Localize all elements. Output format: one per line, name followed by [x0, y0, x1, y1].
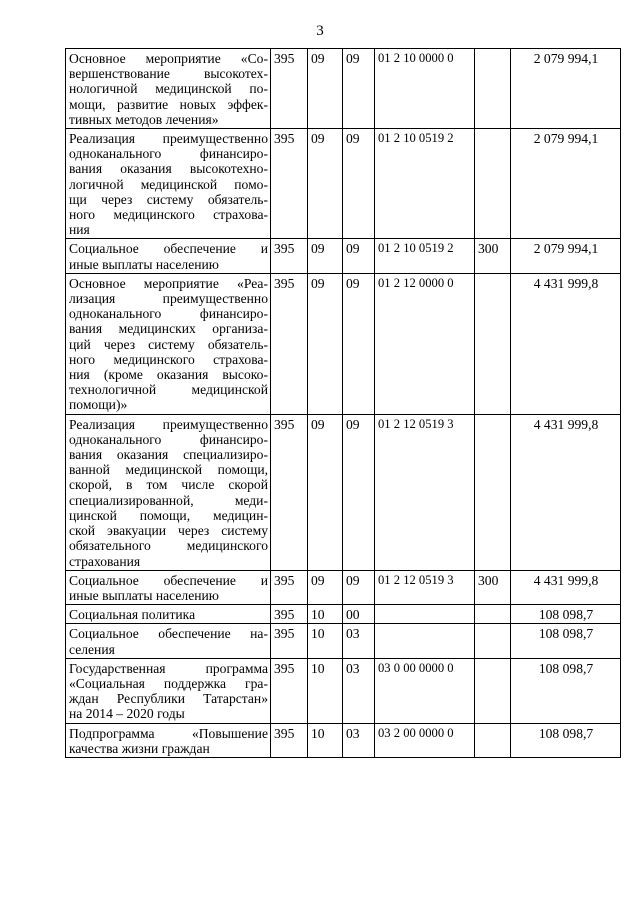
expense-type-code-cell: [475, 49, 511, 129]
item-name-line: Государственная программа: [69, 660, 268, 676]
item-name-line: иные выплаты населению: [69, 256, 219, 272]
item-name-line: одноканального финансиро-: [69, 146, 268, 162]
subsection-code-cell: 09: [343, 129, 375, 239]
budget-table: [65, 48, 621, 758]
target-article-code-cell: 01 2 12 0000 0: [375, 273, 475, 414]
subsection-code-cell: 09: [343, 414, 375, 570]
item-name-line: тивных методов лечения»: [69, 111, 219, 127]
table-row: [66, 658, 621, 723]
section-code-cell: 09: [308, 49, 343, 129]
amount-cell: 4 431 999,8: [511, 570, 621, 604]
subsection-code-cell: 09: [343, 239, 375, 273]
expense-type-code-cell: 300: [475, 570, 511, 604]
item-name-line: ния: [69, 222, 90, 238]
target-article-code-cell: 01 2 10 0519 2: [375, 129, 475, 239]
section-code-cell: 10: [308, 658, 343, 723]
table-row: [66, 273, 621, 414]
table-row: [66, 605, 621, 624]
subsection-code-cell: 09: [343, 273, 375, 414]
item-name-line: логичной медицинской помо-: [69, 176, 268, 192]
item-name-line: страхования: [69, 553, 141, 569]
page-number: 3: [316, 23, 324, 39]
department-code-cell: 395: [271, 49, 308, 129]
amount-cell: 4 431 999,8: [511, 414, 621, 570]
item-name-line: вания оказания высокотехно-: [69, 161, 268, 177]
item-name-line: иные выплаты населению: [69, 587, 219, 603]
item-name-line: специализированной, меди-: [69, 492, 268, 508]
table-row: [66, 49, 621, 129]
item-name-line: ской эвакуации через систему: [69, 523, 268, 539]
amount-cell: 108 098,7: [511, 624, 621, 658]
target-article-code-cell: [375, 624, 475, 658]
item-name-line: ного медицинского страхова-: [69, 351, 268, 367]
item-name-cell: [66, 129, 271, 239]
expense-type-code-cell: [475, 273, 511, 414]
department-code-cell: 395: [271, 605, 308, 624]
item-name-line: вершенствование высокотех-: [69, 66, 268, 82]
item-name-line: нологичной медицинской по-: [69, 81, 268, 97]
budget-table-body: [66, 49, 621, 758]
expense-type-code-cell: [475, 624, 511, 658]
amount-cell: 108 098,7: [511, 658, 621, 723]
section-code-cell: 09: [308, 414, 343, 570]
item-name-line: лизация преимущественно: [69, 291, 268, 307]
item-name-cell: [66, 658, 271, 723]
subsection-code-cell: 03: [343, 624, 375, 658]
subsection-code-cell: 00: [343, 605, 375, 624]
item-name-line: Социальное обеспечение на-: [69, 626, 268, 642]
table-row: [66, 414, 621, 570]
item-name-line: на 2014 – 2020 годы: [69, 706, 185, 722]
amount-cell: 2 079 994,1: [511, 239, 621, 273]
section-code-cell: 09: [308, 239, 343, 273]
item-name-line: одноканального финансиро-: [69, 431, 268, 447]
department-code-cell: 395: [271, 273, 308, 414]
item-name-line: Основное мероприятие «Со-: [69, 51, 268, 66]
item-name-line: Социальное обеспечение и: [69, 241, 268, 257]
item-name-line: ного медицинского страхова-: [69, 207, 268, 223]
item-name-line: мощи, развитие новых эффек-: [69, 96, 268, 112]
expense-type-code-cell: 300: [475, 239, 511, 273]
item-name-cell: [66, 273, 271, 414]
subsection-code-cell: 03: [343, 658, 375, 723]
item-name-line: Подпрограмма «Повышение: [69, 725, 268, 741]
item-name-cell: [66, 624, 271, 658]
expense-type-code-cell: [475, 658, 511, 723]
section-code-cell: 10: [308, 723, 343, 757]
expense-type-code-cell: [475, 723, 511, 757]
expense-type-code-cell: [475, 414, 511, 570]
amount-cell: 108 098,7: [511, 723, 621, 757]
target-article-code-cell: 01 2 12 0519 3: [375, 570, 475, 604]
department-code-cell: 395: [271, 624, 308, 658]
amount-cell: 4 431 999,8: [511, 273, 621, 414]
table-row: [66, 624, 621, 658]
section-code-cell: 10: [308, 605, 343, 624]
department-code-cell: 395: [271, 658, 308, 723]
target-article-code-cell: 01 2 10 0519 2: [375, 239, 475, 273]
expense-type-code-cell: [475, 605, 511, 624]
subsection-code-cell: 09: [343, 49, 375, 129]
item-name-line: ванной медицинской помощи,: [69, 462, 268, 478]
item-name-line: Реализация преимущественно: [69, 131, 268, 147]
item-name-line: ния (кроме оказания высоко-: [69, 367, 268, 383]
item-name-line: Реализация преимущественно: [69, 416, 268, 432]
item-name-line: ждан Республики Татарстан»: [69, 691, 268, 707]
table-row: [66, 723, 621, 757]
item-name-line: Основное мероприятие «Реа-: [69, 275, 268, 291]
item-name-line: одноканального финансиро-: [69, 306, 268, 322]
item-name-line: Социальное обеспечение и: [69, 572, 268, 588]
target-article-code-cell: 01 2 12 0519 3: [375, 414, 475, 570]
item-name-cell: [66, 49, 271, 129]
item-name-line: качества жизни граждан: [69, 740, 210, 756]
amount-cell: 108 098,7: [511, 605, 621, 624]
item-name-line: селения: [69, 641, 115, 657]
item-name-line: скорой, в том числе скорой: [69, 477, 268, 493]
department-code-cell: 395: [271, 723, 308, 757]
item-name-line: технологичной медицинской: [69, 382, 268, 398]
subsection-code-cell: 03: [343, 723, 375, 757]
section-code-cell: 10: [308, 624, 343, 658]
target-article-code-cell: [375, 605, 475, 624]
table-row: [66, 129, 621, 239]
target-article-code-cell: 03 0 00 0000 0: [375, 658, 475, 723]
table-row: [66, 570, 621, 604]
item-name-line: цинской помощи, медицин-: [69, 507, 268, 523]
item-name-cell: [66, 570, 271, 604]
amount-cell: 2 079 994,1: [511, 49, 621, 129]
item-name-line: обязательного медицинского: [69, 538, 268, 554]
item-name-cell: [66, 239, 271, 273]
section-code-cell: 09: [308, 129, 343, 239]
target-article-code-cell: 01 2 10 0000 0: [375, 49, 475, 129]
amount-cell: 2 079 994,1: [511, 129, 621, 239]
table-row: [66, 239, 621, 273]
item-name-cell: [66, 723, 271, 757]
item-name-line: щи через систему обязатель-: [69, 191, 268, 207]
target-article-code-cell: 03 2 00 0000 0: [375, 723, 475, 757]
department-code-cell: 395: [271, 570, 308, 604]
section-code-cell: 09: [308, 570, 343, 604]
item-name-line: вания оказания специализиро-: [69, 447, 268, 463]
item-name-cell: [66, 414, 271, 570]
section-code-cell: 09: [308, 273, 343, 414]
department-code-cell: 395: [271, 239, 308, 273]
item-name-line: Социальная политика: [69, 607, 196, 623]
item-name-line: помощи)»: [69, 397, 128, 413]
department-code-cell: 395: [271, 414, 308, 570]
item-name-line: ций через систему обязатель-: [69, 336, 268, 352]
item-name-cell: [66, 605, 271, 624]
item-name-line: вания медицинских организа-: [69, 321, 268, 337]
item-name-line: «Социальная поддержка гра-: [69, 675, 268, 691]
expense-type-code-cell: [475, 129, 511, 239]
subsection-code-cell: 09: [343, 570, 375, 604]
department-code-cell: 395: [271, 129, 308, 239]
